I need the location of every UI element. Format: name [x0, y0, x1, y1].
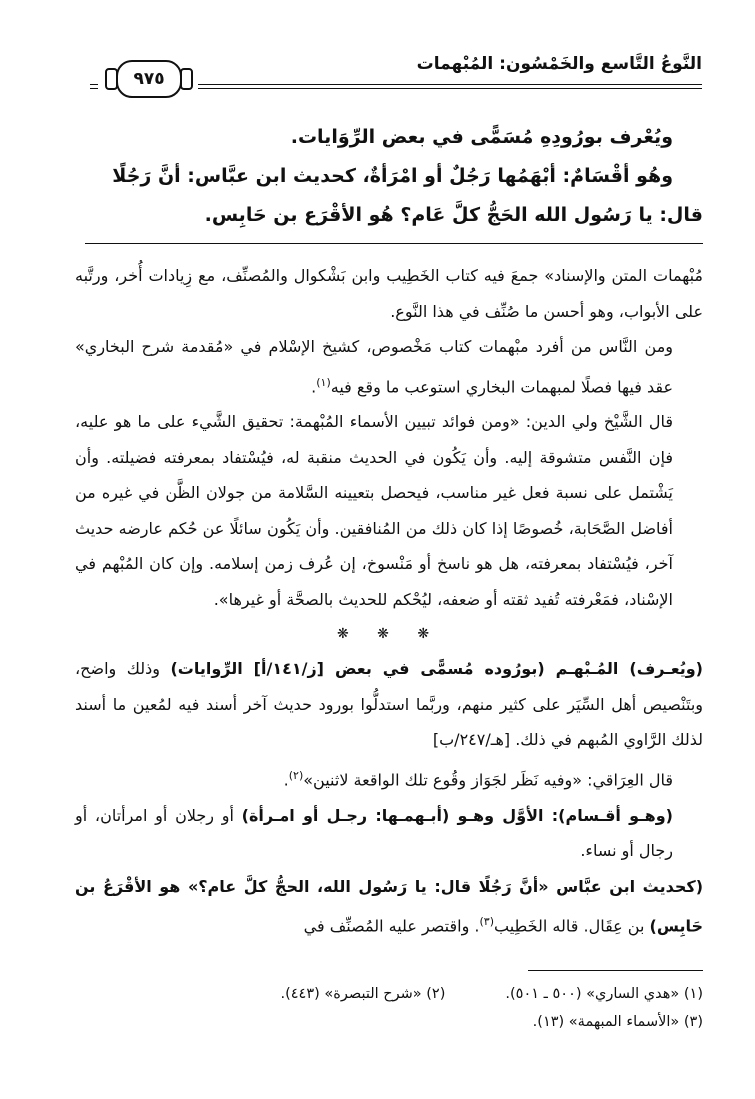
footnotes-rule	[528, 970, 703, 971]
footnote-ref: (٢)	[288, 768, 304, 782]
section-separator: ❋ ❋ ❋	[336, 626, 442, 643]
footnote-ref: (٣)	[479, 915, 495, 929]
page-header	[90, 50, 702, 96]
paragraph: (ويُعـرف) المُـبْهـم (بورُوده مُسمًّى في بعض [ز/١٤١/أ] الرِّوايات) وذلك واضح، وبتَنْصيص أهل السِّيَر على كثير منهم، وربَّما استدلُّوا بورود حديث آخر أسند فيه لمُعين ما أسند لذلك الرَّاوي المُبهم في ذلك. [هـ/٢٤٧/ب]	[75, 659, 703, 750]
paragraph: (كحديث ابن عبَّاس «أنَّ رَجُلًا قال: يا رَسُول الله، الحجُّ كلَّ عام؟» هو الأقْرَعُ بن حَابِس) بن عِقَال. قاله الخَطِيب$^{(٣)}$. واقتصر عليه المُصنِّف في	[75, 876, 703, 936]
paragraph: (وهـو أقـسام): الأوَّل وهـو (أبـهمـها: رجـل أو امـرأة) أو رجلان أو امرأتان، أو رجال أو نساء.	[75, 805, 673, 861]
commentary	[75, 258, 703, 944]
matn-line: ويُعْرف بورُودِهِ مُسَمًّى في بعض الرِّوَايات.	[290, 126, 673, 148]
matn-line: وهُو أقْسَامٌ: أبْهَمُها رَجُلٌ أو امْرَأةٌ، كحديث ابن عبَّاس: أنَّ رَجُلًا	[112, 165, 673, 187]
chapter-title: النَّوعُ التَّاسع والخَمْسُون: المُبْهمات	[409, 54, 702, 74]
footnote: (١) «هدي الساري» (٥٠٠ ـ ٥٠١).	[505, 986, 703, 1002]
matn-line: قال: يا رَسُول الله الحَجُّ كلَّ عَام؟ هُو الأقْرَع بن حَابِس.	[204, 204, 703, 226]
page-number: ٩٧٥	[133, 69, 165, 89]
paragraph: قال العِرَاقي: «وفيه نَظَر لجَوَاز وقُوع تلك الواقعة لاثنين»$^{(٢)}$.	[283, 768, 673, 790]
footnotes	[81, 980, 703, 1036]
paragraph: مُبْهمات المتن والإسناد» جمعَ فيه كتاب الخَطِيب وابن بَشْكوال والمُصنِّف، مع زِيادات أُخر، ورتَّبه على الأبواب، وهو أحسن ما صُنِّف في هذا النَّوع.	[75, 266, 703, 321]
text-divider	[85, 243, 703, 244]
paragraph: ومن النَّاس من أفرد مبْهمات كتاب مَخْصوص، كشيخ الإسْلام في «مُقدمة شرح البخاري» عقد فيها فصلًا لمبهمات البخاري استوعب ما وقع فيه$^{(١)}$.	[75, 337, 673, 396]
footnote-ref: (١)	[316, 375, 331, 389]
footnote: (٣) «الأسماء المبهمة» (١٣).	[532, 1014, 703, 1030]
footnote: (٢) «شرح التبصرة» (٤٤٣).	[280, 986, 446, 1002]
main-text	[81, 118, 703, 235]
paragraph: قال الشَّيْخ ولي الدين: «ومن فوائد تبيين الأسماء المُبْهمة: تحقيق الشَّيء على ما هو عليه، فإن النَّفس متشوقة إليه. وأن يَكُون في الحديث منقبة له، فيُسْتفاد بمعرفته فضيلته. وأن يَشْتمل على نسبة فعل غير مناسب، فيحصل بتعيينه السَّلامة من جولان الظَّن في غيره من أفاضل الصَّحَابة، خُصوصًا إذا كان ذلك من المُنافقين. وأن يَكُون سائلًا عن حُكم عارضه حديث آخر، فيُسْتفاد بمعرفته، هل هو ناسخ أو مَنْسوخ، إن عُرف زمن إسلامه. وإن كان المُبْهم في الإسْناد، فمَعْرفته تُفيد ثقته أو ضعفه، ليُحْكم للحديث بالصحَّة أو غيرها».	[75, 412, 673, 609]
page-number-badge	[116, 60, 182, 98]
